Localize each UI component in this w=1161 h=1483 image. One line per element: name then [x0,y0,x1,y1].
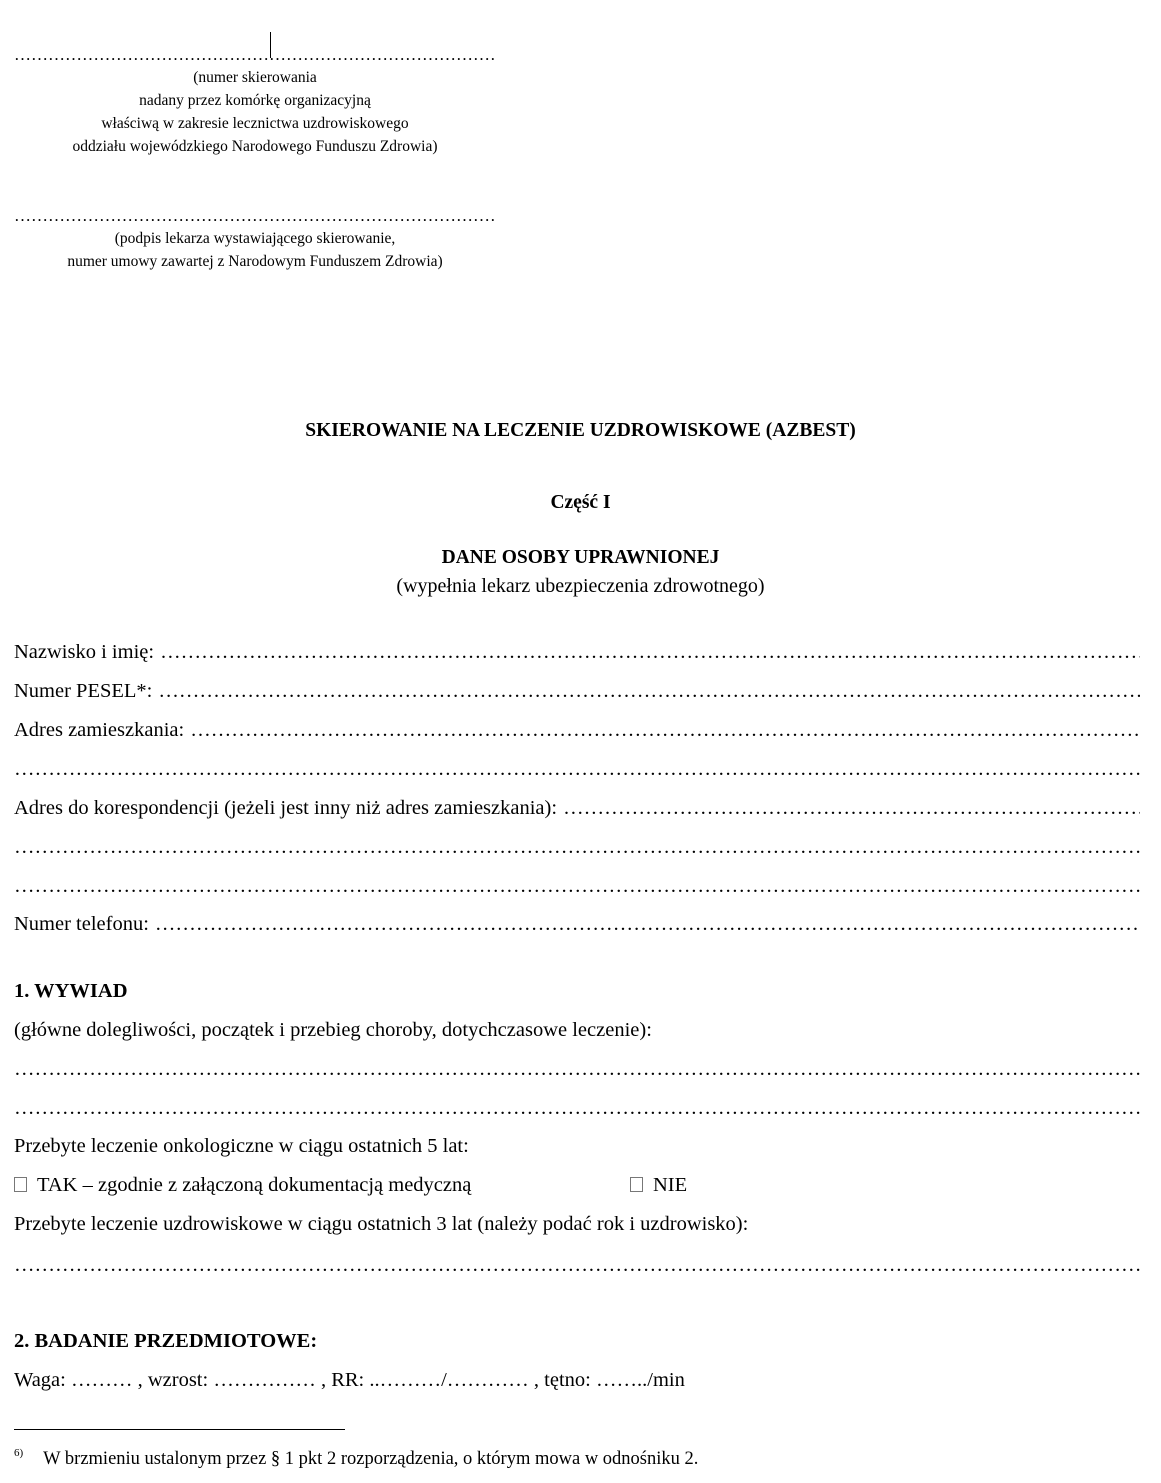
doctor-signature-caption: (podpis lekarza wystawiającego skierowanie, numer umowy zawartej z Narodowym Funduszem Zdrowia) [67,230,443,270]
oncology-question: Przebyte leczenie onkologiczne w ciągu ostatnich 5 lat: [14,1135,469,1157]
pesel-label: Numer PESEL*: [14,680,153,702]
name-field-row [14,638,1140,666]
pesel-field-row [14,677,1140,705]
document-title: SKIEROWANIE NA LECZENIE UZDROWISKOWE (AZBEST) [305,420,856,441]
oncology-option-no[interactable] [630,1171,687,1199]
referral-number-caption: (numer skierowania nadany przez komórkę organizacyjną właściwą w zakresie lecznictwa uzdrowiskowego oddziału wojewódzkiego Narodowego Funduszu Zdrowia) [72,69,438,155]
spa-history-input[interactable] [14,1251,1140,1279]
correspondence-continuation-row [14,872,1140,900]
address-input[interactable] [190,716,1140,744]
doctor-signature-field[interactable] [14,205,496,227]
interview-input-line-1[interactable] [14,1055,1140,1083]
footnote-rule [14,1429,345,1430]
address-input-line-2[interactable] [14,755,1140,783]
address-field-row [14,716,1140,744]
footnote-text: W brzmieniu ustalonym przez § 1 pkt 2 rozporządzenia, o którym mowa w odnośniku 2. [43,1449,699,1469]
footnote [14,1440,698,1472]
name-input[interactable] [160,638,1140,666]
vitals-line[interactable]: Waga: ……… , wzrost: …………… , RR: ..………/………… , tętno: ……../min [14,1369,685,1391]
examination-heading: 2. BADANIE PRZEDMIOTOWE: [14,1330,318,1352]
oncology-option-yes[interactable] [14,1171,471,1199]
section-heading: DANE OSOBY UPRAWNIONEJ [441,547,720,568]
spa-question: Przebyte leczenie uzdrowiskowe w ciągu ostatnich 3 lat (należy podać rok i uzdrowisko): [14,1213,749,1235]
interview-heading: 1. WYWIAD [14,980,128,1002]
phone-field-row [14,910,1140,938]
correspondence-label: Adres do korespondencji (jeżeli jest inny niż adres zamieszkania): [14,797,558,819]
doctor-signature-block [14,205,496,273]
footnote-marker: 6) [14,1447,24,1459]
correspondence-input-line-3[interactable] [14,872,1140,900]
checkbox-yes[interactable] [14,1177,27,1192]
referral-number-field[interactable] [14,44,496,66]
phone-label: Numer telefonu: [14,913,149,935]
phone-input[interactable] [155,910,1140,938]
address-label: Adres zamieszkania: [14,719,185,741]
correspondence-field-row [14,794,1140,822]
correspondence-continuation-row [14,833,1140,861]
name-label: Nazwisko i imię: [14,641,155,663]
pesel-input[interactable] [158,677,1140,705]
interview-row [14,1094,1140,1122]
checkbox-no[interactable] [630,1177,643,1192]
part-heading: Część I [550,492,611,513]
correspondence-input-line-2[interactable] [14,833,1140,861]
option-yes-label: TAK – zgodnie z załączoną dokumentacją medyczną [37,1174,472,1196]
section-note: (wypełnia lekarz ubezpieczenia zdrowotnego) [396,575,765,597]
correspondence-input[interactable] [563,794,1140,822]
address-continuation-row [14,755,1140,783]
interview-description: (główne dolegliwości, początek i przebieg choroby, dotychczasowe leczenie): [14,1019,652,1041]
referral-number-block [14,44,496,158]
interview-row [14,1055,1140,1083]
option-no-label: NIE [653,1174,688,1196]
spa-row [14,1251,1140,1279]
interview-input-line-2[interactable] [14,1094,1140,1122]
